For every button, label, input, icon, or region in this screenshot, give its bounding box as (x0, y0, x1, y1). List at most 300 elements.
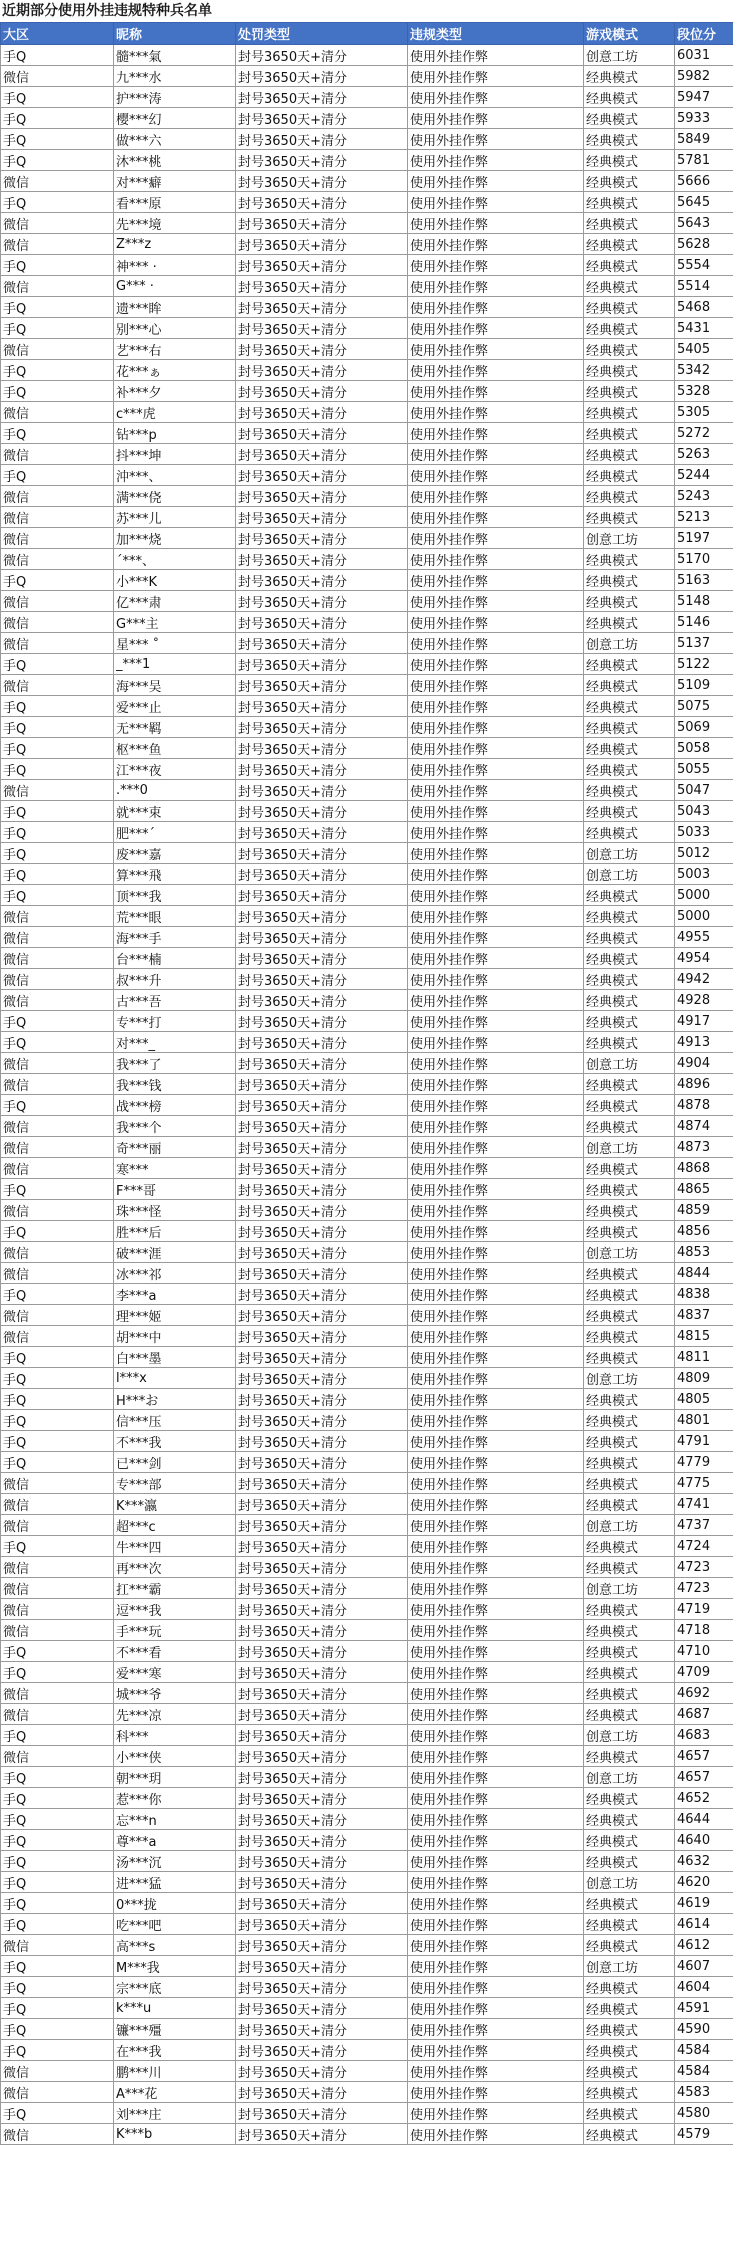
game-mode-cell: 经典模式 (584, 192, 675, 213)
rank-score-cell: 4632 (675, 1851, 733, 1872)
nickname-cell: 对***癖 (114, 171, 236, 192)
penalty-type-cell: 封号3650天+清分 (236, 1662, 408, 1683)
rank-score-cell: 5849 (675, 129, 733, 150)
table-row (1, 213, 733, 234)
table-row (1, 1179, 733, 1200)
rank-score-cell: 4607 (675, 1956, 733, 1977)
violation-type-cell: 使用外挂作弊 (408, 969, 584, 990)
rank-score-cell: 4657 (675, 1767, 733, 1788)
table-row (1, 906, 733, 927)
game-mode-cell: 经典模式 (584, 1263, 675, 1284)
game-mode-cell: 创意工坊 (584, 1956, 675, 1977)
rank-score-cell: 4801 (675, 1410, 733, 1431)
nickname-cell: 亿***肃 (114, 591, 236, 612)
table-row (1, 360, 733, 381)
table-row (1, 171, 733, 192)
game-mode-cell: 经典模式 (584, 885, 675, 906)
game-mode-cell: 经典模式 (584, 780, 675, 801)
penalty-type-cell: 封号3650天+清分 (236, 696, 408, 717)
penalty-type-cell: 封号3650天+清分 (236, 129, 408, 150)
region-cell: 手Q (1, 738, 114, 759)
penalty-type-cell: 封号3650天+清分 (236, 738, 408, 759)
header-violation-type: 违规类型 (408, 23, 584, 45)
penalty-type-cell: 封号3650天+清分 (236, 255, 408, 276)
rank-score-cell: 4640 (675, 1830, 733, 1851)
violation-type-cell: 使用外挂作弊 (408, 150, 584, 171)
rank-score-cell: 5000 (675, 906, 733, 927)
rank-score-cell: 5781 (675, 150, 733, 171)
region-cell: 手Q (1, 801, 114, 822)
nickname-cell: 信***压 (114, 1410, 236, 1431)
region-cell: 微信 (1, 1137, 114, 1158)
game-mode-cell: 经典模式 (584, 1683, 675, 1704)
nickname-cell: 无***羁 (114, 717, 236, 738)
nickname-cell: 不***我 (114, 1431, 236, 1452)
region-cell: 手Q (1, 1389, 114, 1410)
rank-score-cell: 4692 (675, 1683, 733, 1704)
region-cell: 微信 (1, 1620, 114, 1641)
rank-score-cell: 4917 (675, 1011, 733, 1032)
table-row (1, 822, 733, 843)
rank-score-cell: 4865 (675, 1179, 733, 1200)
table-row (1, 801, 733, 822)
game-mode-cell: 经典模式 (584, 1599, 675, 1620)
table-row (1, 1935, 733, 1956)
region-cell: 手Q (1, 1179, 114, 1200)
rank-score-cell: 4718 (675, 1620, 733, 1641)
violation-type-cell: 使用外挂作弊 (408, 696, 584, 717)
violation-type-cell: 使用外挂作弊 (408, 1011, 584, 1032)
game-mode-cell: 经典模式 (584, 1935, 675, 1956)
banned-players-table (0, 22, 733, 2145)
table-row (1, 1893, 733, 1914)
region-cell: 微信 (1, 402, 114, 423)
violation-type-cell: 使用外挂作弊 (408, 1200, 584, 1221)
nickname-cell: c***虎 (114, 402, 236, 423)
rank-score-cell: 4837 (675, 1305, 733, 1326)
nickname-cell: 惹***你 (114, 1788, 236, 1809)
region-cell: 微信 (1, 2082, 114, 2103)
table-row (1, 1767, 733, 1788)
game-mode-cell: 经典模式 (584, 1116, 675, 1137)
nickname-cell: 遗***眸 (114, 297, 236, 318)
game-mode-cell: 经典模式 (584, 1305, 675, 1326)
region-cell: 手Q (1, 423, 114, 444)
rank-score-cell: 5033 (675, 822, 733, 843)
penalty-type-cell: 封号3650天+清分 (236, 360, 408, 381)
nickname-cell: 海***手 (114, 927, 236, 948)
violation-type-cell: 使用外挂作弊 (408, 1431, 584, 1452)
penalty-type-cell: 封号3650天+清分 (236, 1935, 408, 1956)
violation-type-cell: 使用外挂作弊 (408, 66, 584, 87)
table-row (1, 1368, 733, 1389)
nickname-cell: 汤***沉 (114, 1851, 236, 1872)
nickname-cell: 顶***我 (114, 885, 236, 906)
table-row (1, 1977, 733, 1998)
rank-score-cell: 4859 (675, 1200, 733, 1221)
penalty-type-cell: 封号3650天+清分 (236, 1956, 408, 1977)
rank-score-cell: 4737 (675, 1515, 733, 1536)
table-row (1, 717, 733, 738)
penalty-type-cell: 封号3650天+清分 (236, 591, 408, 612)
violation-type-cell: 使用外挂作弊 (408, 1053, 584, 1074)
violation-type-cell: 使用外挂作弊 (408, 318, 584, 339)
game-mode-cell: 经典模式 (584, 465, 675, 486)
nickname-cell: 寒*** (114, 1158, 236, 1179)
violation-type-cell: 使用外挂作弊 (408, 1893, 584, 1914)
region-cell: 微信 (1, 276, 114, 297)
penalty-type-cell: 封号3650天+清分 (236, 1263, 408, 1284)
region-cell: 微信 (1, 906, 114, 927)
table-row (1, 402, 733, 423)
rank-score-cell: 4741 (675, 1494, 733, 1515)
region-cell: 微信 (1, 339, 114, 360)
region-cell: 微信 (1, 1326, 114, 1347)
region-cell: 手Q (1, 1431, 114, 1452)
rank-score-cell: 4710 (675, 1641, 733, 1662)
game-mode-cell: 经典模式 (584, 1620, 675, 1641)
nickname-cell: 0***拢 (114, 1893, 236, 1914)
violation-type-cell: 使用外挂作弊 (408, 1095, 584, 1116)
table-row (1, 192, 733, 213)
rank-score-cell: 4687 (675, 1704, 733, 1725)
region-cell: 微信 (1, 1515, 114, 1536)
penalty-type-cell: 封号3650天+清分 (236, 87, 408, 108)
violation-type-cell: 使用外挂作弊 (408, 192, 584, 213)
table-row (1, 1263, 733, 1284)
table-row (1, 1704, 733, 1725)
rank-score-cell: 4838 (675, 1284, 733, 1305)
table-row (1, 1683, 733, 1704)
region-cell: 手Q (1, 360, 114, 381)
table-row (1, 864, 733, 885)
nickname-cell: 牛***四 (114, 1536, 236, 1557)
violation-type-cell: 使用外挂作弊 (408, 1536, 584, 1557)
rank-score-cell: 4896 (675, 1074, 733, 1095)
game-mode-cell: 经典模式 (584, 696, 675, 717)
rank-score-cell: 5075 (675, 696, 733, 717)
penalty-type-cell: 封号3650天+清分 (236, 402, 408, 423)
game-mode-cell: 经典模式 (584, 1977, 675, 1998)
table-row (1, 276, 733, 297)
nickname-cell: 奇***丽 (114, 1137, 236, 1158)
penalty-type-cell: 封号3650天+清分 (236, 759, 408, 780)
game-mode-cell: 经典模式 (584, 570, 675, 591)
table-row (1, 633, 733, 654)
table-row (1, 1914, 733, 1935)
rank-score-cell: 4619 (675, 1893, 733, 1914)
game-mode-cell: 创意工坊 (584, 528, 675, 549)
penalty-type-cell: 封号3650天+清分 (236, 1032, 408, 1053)
nickname-cell: G***主 (114, 612, 236, 633)
violation-type-cell: 使用外挂作弊 (408, 1389, 584, 1410)
violation-type-cell: 使用外挂作弊 (408, 1452, 584, 1473)
table-row (1, 2082, 733, 2103)
rank-score-cell: 4791 (675, 1431, 733, 1452)
region-cell: 手Q (1, 822, 114, 843)
game-mode-cell: 经典模式 (584, 2103, 675, 2124)
violation-type-cell: 使用外挂作弊 (408, 507, 584, 528)
table-row (1, 1347, 733, 1368)
penalty-type-cell: 封号3650天+清分 (236, 297, 408, 318)
game-mode-cell: 创意工坊 (584, 1242, 675, 1263)
violation-type-cell: 使用外挂作弊 (408, 1557, 584, 1578)
game-mode-cell: 经典模式 (584, 1221, 675, 1242)
table-row (1, 1158, 733, 1179)
violation-type-cell: 使用外挂作弊 (408, 1473, 584, 1494)
rank-score-cell: 4620 (675, 1872, 733, 1893)
table-row (1, 87, 733, 108)
table-row (1, 1011, 733, 1032)
nickname-cell: 扛***霸 (114, 1578, 236, 1599)
game-mode-cell: 经典模式 (584, 381, 675, 402)
rank-score-cell: 5146 (675, 612, 733, 633)
penalty-type-cell: 封号3650天+清分 (236, 1620, 408, 1641)
nickname-cell: 钻***p (114, 423, 236, 444)
nickname-cell: 沐***桃 (114, 150, 236, 171)
nickname-cell: 护***涛 (114, 87, 236, 108)
nickname-cell: 小***K (114, 570, 236, 591)
violation-type-cell: 使用外挂作弊 (408, 402, 584, 423)
violation-type-cell: 使用外挂作弊 (408, 1284, 584, 1305)
violation-type-cell: 使用外挂作弊 (408, 612, 584, 633)
table-row (1, 2061, 733, 2082)
rank-score-cell: 4724 (675, 1536, 733, 1557)
table-row (1, 948, 733, 969)
violation-type-cell: 使用外挂作弊 (408, 1410, 584, 1431)
penalty-type-cell: 封号3650天+清分 (236, 1809, 408, 1830)
game-mode-cell: 经典模式 (584, 2061, 675, 2082)
penalty-type-cell: 封号3650天+清分 (236, 717, 408, 738)
game-mode-cell: 经典模式 (584, 822, 675, 843)
penalty-type-cell: 封号3650天+清分 (236, 1200, 408, 1221)
game-mode-cell: 经典模式 (584, 1893, 675, 1914)
region-cell: 微信 (1, 171, 114, 192)
penalty-type-cell: 封号3650天+清分 (236, 150, 408, 171)
rank-score-cell: 4844 (675, 1263, 733, 1284)
game-mode-cell: 经典模式 (584, 738, 675, 759)
violation-type-cell: 使用外挂作弊 (408, 1494, 584, 1515)
nickname-cell: 专***部 (114, 1473, 236, 1494)
violation-type-cell: 使用外挂作弊 (408, 1830, 584, 1851)
nickname-cell: 荒***眼 (114, 906, 236, 927)
rank-score-cell: 5148 (675, 591, 733, 612)
table-row (1, 1431, 733, 1452)
rank-score-cell: 4954 (675, 948, 733, 969)
violation-type-cell: 使用外挂作弊 (408, 1368, 584, 1389)
nickname-cell: 算***飛 (114, 864, 236, 885)
penalty-type-cell: 封号3650天+清分 (236, 1158, 408, 1179)
penalty-type-cell: 封号3650天+清分 (236, 1074, 408, 1095)
region-cell: 手Q (1, 1284, 114, 1305)
rank-score-cell: 5628 (675, 234, 733, 255)
region-cell: 微信 (1, 1116, 114, 1137)
rank-score-cell: 4815 (675, 1326, 733, 1347)
table-row (1, 1305, 733, 1326)
nickname-cell: H***お (114, 1389, 236, 1410)
nickname-cell: l***x (114, 1368, 236, 1389)
penalty-type-cell: 封号3650天+清分 (236, 1557, 408, 1578)
game-mode-cell: 经典模式 (584, 1914, 675, 1935)
nickname-cell: 我***个 (114, 1116, 236, 1137)
game-mode-cell: 经典模式 (584, 1641, 675, 1662)
penalty-type-cell: 封号3650天+清分 (236, 1389, 408, 1410)
rank-score-cell: 4591 (675, 1998, 733, 2019)
nickname-cell: 小***侠 (114, 1746, 236, 1767)
violation-type-cell: 使用外挂作弊 (408, 1578, 584, 1599)
table-row (1, 1200, 733, 1221)
rank-score-cell: 4723 (675, 1557, 733, 1578)
penalty-type-cell: 封号3650天+清分 (236, 1431, 408, 1452)
region-cell: 微信 (1, 1473, 114, 1494)
violation-type-cell: 使用外挂作弊 (408, 1179, 584, 1200)
violation-type-cell: 使用外挂作弊 (408, 360, 584, 381)
region-cell: 手Q (1, 45, 114, 66)
game-mode-cell: 创意工坊 (584, 45, 675, 66)
game-mode-cell: 创意工坊 (584, 1053, 675, 1074)
region-cell: 微信 (1, 1158, 114, 1179)
game-mode-cell: 经典模式 (584, 2040, 675, 2061)
rank-score-cell: 4723 (675, 1578, 733, 1599)
table-row (1, 1284, 733, 1305)
violation-type-cell: 使用外挂作弊 (408, 1725, 584, 1746)
region-cell: 手Q (1, 255, 114, 276)
region-cell: 微信 (1, 675, 114, 696)
violation-type-cell: 使用外挂作弊 (408, 885, 584, 906)
game-mode-cell: 经典模式 (584, 990, 675, 1011)
table-row (1, 2124, 733, 2145)
nickname-cell: 看***原 (114, 192, 236, 213)
penalty-type-cell: 封号3650天+清分 (236, 1053, 408, 1074)
violation-type-cell: 使用外挂作弊 (408, 339, 584, 360)
region-cell: 微信 (1, 486, 114, 507)
region-cell: 微信 (1, 1935, 114, 1956)
game-mode-cell: 经典模式 (584, 87, 675, 108)
rank-score-cell: 4779 (675, 1452, 733, 1473)
game-mode-cell: 经典模式 (584, 150, 675, 171)
penalty-type-cell: 封号3650天+清分 (236, 444, 408, 465)
rank-score-cell: 5003 (675, 864, 733, 885)
table-row (1, 738, 733, 759)
violation-type-cell: 使用外挂作弊 (408, 2082, 584, 2103)
game-mode-cell: 创意工坊 (584, 1725, 675, 1746)
rank-score-cell: 4652 (675, 1788, 733, 1809)
table-row (1, 1074, 733, 1095)
table-row (1, 1641, 733, 1662)
table-row (1, 528, 733, 549)
rank-score-cell: 4873 (675, 1137, 733, 1158)
violation-type-cell: 使用外挂作弊 (408, 1599, 584, 1620)
nickname-cell: k***u (114, 1998, 236, 2019)
region-cell: 微信 (1, 1200, 114, 1221)
nickname-cell: 补***夕 (114, 381, 236, 402)
violation-type-cell: 使用外挂作弊 (408, 171, 584, 192)
table-row (1, 1788, 733, 1809)
nickname-cell: 髓***氣 (114, 45, 236, 66)
penalty-type-cell: 封号3650天+清分 (236, 171, 408, 192)
nickname-cell: 在***我 (114, 2040, 236, 2061)
nickname-cell: M***我 (114, 1956, 236, 1977)
table-row (1, 255, 733, 276)
nickname-cell: .***0 (114, 780, 236, 801)
violation-type-cell: 使用外挂作弊 (408, 822, 584, 843)
violation-type-cell: 使用外挂作弊 (408, 1263, 584, 1284)
nickname-cell: G*** · (114, 276, 236, 297)
region-cell: 手Q (1, 759, 114, 780)
table-row (1, 696, 733, 717)
violation-type-cell: 使用外挂作弊 (408, 990, 584, 1011)
table-row (1, 843, 733, 864)
nickname-cell: 逗***我 (114, 1599, 236, 1620)
nickname-cell: 已***剑 (114, 1452, 236, 1473)
game-mode-cell: 经典模式 (584, 1326, 675, 1347)
nickname-cell: 做***六 (114, 129, 236, 150)
table-row (1, 990, 733, 1011)
table-row (1, 2019, 733, 2040)
region-cell: 手Q (1, 1998, 114, 2019)
penalty-type-cell: 封号3650天+清分 (236, 2040, 408, 2061)
region-cell: 微信 (1, 528, 114, 549)
region-cell: 微信 (1, 1494, 114, 1515)
nickname-cell: 先***凉 (114, 1704, 236, 1725)
violation-type-cell: 使用外挂作弊 (408, 1137, 584, 1158)
game-mode-cell: 经典模式 (584, 2019, 675, 2040)
penalty-type-cell: 封号3650天+清分 (236, 549, 408, 570)
table-row (1, 1473, 733, 1494)
game-mode-cell: 经典模式 (584, 1452, 675, 1473)
rank-score-cell: 4955 (675, 927, 733, 948)
game-mode-cell: 经典模式 (584, 1830, 675, 1851)
region-cell: 手Q (1, 1725, 114, 1746)
violation-type-cell: 使用外挂作弊 (408, 633, 584, 654)
penalty-type-cell: 封号3650天+清分 (236, 822, 408, 843)
penalty-type-cell: 封号3650天+清分 (236, 1368, 408, 1389)
penalty-type-cell: 封号3650天+清分 (236, 1704, 408, 1725)
violation-type-cell: 使用外挂作弊 (408, 1683, 584, 1704)
violation-type-cell: 使用外挂作弊 (408, 801, 584, 822)
region-cell: 微信 (1, 612, 114, 633)
game-mode-cell: 经典模式 (584, 1431, 675, 1452)
nickname-cell: 吃***吧 (114, 1914, 236, 1935)
rank-score-cell: 4775 (675, 1473, 733, 1494)
rank-score-cell: 5933 (675, 108, 733, 129)
game-mode-cell: 经典模式 (584, 276, 675, 297)
violation-type-cell: 使用外挂作弊 (408, 1347, 584, 1368)
game-mode-cell: 经典模式 (584, 1557, 675, 1578)
region-cell: 手Q (1, 1788, 114, 1809)
region-cell: 微信 (1, 591, 114, 612)
table-row (1, 381, 733, 402)
region-cell: 手Q (1, 192, 114, 213)
table-row (1, 1116, 733, 1137)
penalty-type-cell: 封号3650天+清分 (236, 2103, 408, 2124)
nickname-cell: 我***了 (114, 1053, 236, 1074)
game-mode-cell: 经典模式 (584, 255, 675, 276)
penalty-type-cell: 封号3650天+清分 (236, 612, 408, 633)
region-cell: 手Q (1, 1914, 114, 1935)
violation-type-cell: 使用外挂作弊 (408, 2103, 584, 2124)
violation-type-cell: 使用外挂作弊 (408, 1767, 584, 1788)
region-cell: 手Q (1, 150, 114, 171)
rank-score-cell: 4805 (675, 1389, 733, 1410)
violation-type-cell: 使用外挂作弊 (408, 1851, 584, 1872)
table-row (1, 1599, 733, 1620)
region-cell: 手Q (1, 1767, 114, 1788)
game-mode-cell: 经典模式 (584, 1158, 675, 1179)
game-mode-cell: 经典模式 (584, 444, 675, 465)
nickname-cell: A***花 (114, 2082, 236, 2103)
game-mode-cell: 创意工坊 (584, 843, 675, 864)
